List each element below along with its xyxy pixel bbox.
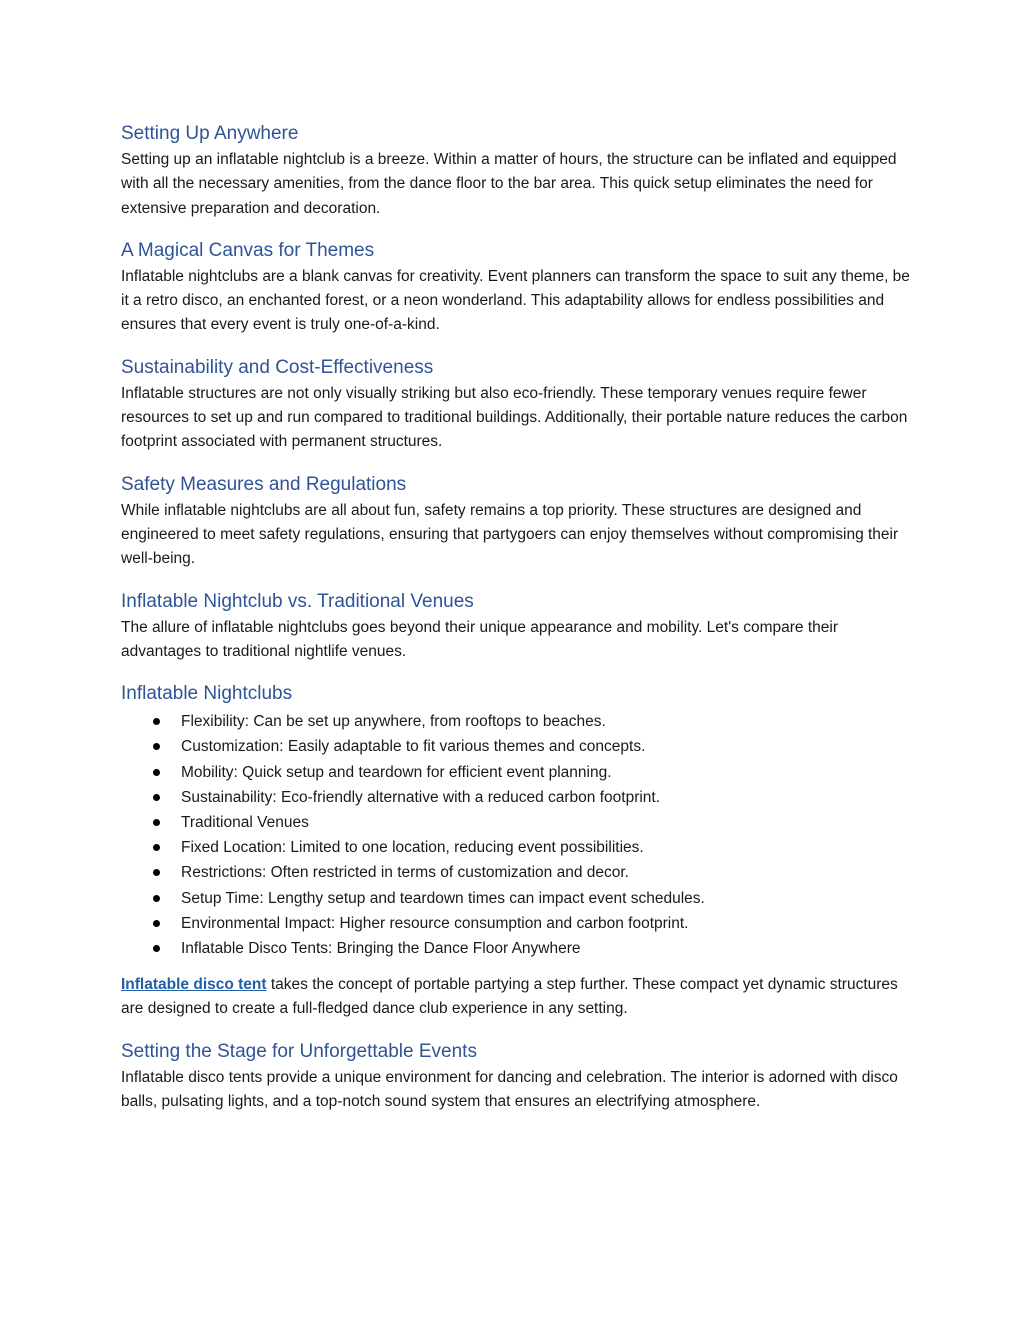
section-heading-setting-stage: Setting the Stage for Unforgettable Events (121, 1040, 477, 1062)
list-heading-inflatable-nightclubs: Inflatable Nightclubs (121, 683, 293, 705)
disco-tent-paragraph (121, 973, 911, 1022)
list-item (121, 860, 911, 885)
list-item-text: Restrictions: Often restricted in terms of customization and decor. (181, 864, 629, 882)
bullet-icon (153, 819, 160, 826)
list-item (121, 886, 911, 911)
list-item-text: Setup Time: Lengthy setup and teardown times can impact event schedules. (181, 889, 705, 907)
bullet-icon (153, 920, 160, 927)
section-body-comparison: The allure of inflatable nightclubs goes beyond their unique appearance and mobility. Let's compare their advantages to traditional nightlife venues. (121, 618, 838, 660)
list-item-text: Flexibility: Can be set up anywhere, from rooftops to beaches. (181, 713, 606, 731)
list-item (121, 709, 911, 734)
bullet-icon (153, 895, 160, 902)
section-heading-comparison: Inflatable Nightclub vs. Traditional Venues (121, 590, 474, 612)
section-body-magical-canvas: Inflatable nightclubs are a blank canvas for creativity. Event planners can transform the space to suit any theme, be it a retro disco, an enchanted forest, or a neon wonderland. This adaptability allows for endless possibilities and ensures that every event is truly one-of-a-kind. (121, 267, 910, 334)
list-item (121, 835, 911, 860)
section-body-safety: While inflatable nightclubs are all about fun, safety remains a top priority. These structures are designed and engineered to meet safety regulations, ensuring that partygoers can enjoy themselves without compromising their well-being. (121, 501, 899, 568)
list-item (121, 785, 911, 810)
list-item (121, 911, 911, 936)
bullet-icon (153, 718, 160, 725)
list-item-text: Mobility: Quick setup and teardown for efficient event planning. (181, 763, 612, 781)
section-body-setting-up: Setting up an inflatable nightclub is a breeze. Within a matter of hours, the structure can be inflated and equipped with all the necessary amenities, from the dance floor to the bar area. This quick setup eliminates the need for extensive preparation and decoration. (121, 151, 897, 217)
section-body-sustainability: Inflatable structures are not only visually striking but also eco-friendly. These temporary venues require fewer resources to set up and run compared to traditional buildings. Additionally, their portable nature reduces the carbon footprint associated with permanent structures. (121, 384, 908, 451)
list-item (121, 734, 911, 759)
disco-tent-paragraph-text: takes the concept of portable partying a step further. These compact yet dynamic structures are designed to create a full-fledged dance club experience in any setting. (121, 976, 898, 1018)
list-item (121, 936, 911, 961)
list-item (121, 760, 911, 785)
list-item-text: Customization: Easily adaptable to fit various themes and concepts. (181, 738, 646, 756)
bullet-icon (153, 769, 160, 776)
inflatable-disco-tent-link[interactable]: Inflatable disco tent (121, 976, 267, 994)
bullet-icon (153, 945, 160, 952)
bullet-icon (153, 869, 160, 876)
list-item-text: Environmental Impact: Higher resource consumption and carbon footprint. (181, 914, 689, 932)
bullet-icon (153, 844, 160, 851)
list-item (121, 810, 911, 835)
section-heading-magical-canvas: A Magical Canvas for Themes (121, 239, 375, 261)
document-page (121, 120, 911, 1130)
section-body-setting-stage: Inflatable disco tents provide a unique environment for dancing and celebration. The interior is adorned with disco balls, pulsating lights, and a top-notch sound system that ensures an electrifying atmosphere. (121, 1068, 898, 1111)
list-item-text: Inflatable Disco Tents: Bringing the Dance Floor Anywhere (181, 939, 581, 957)
list-item-text: Fixed Location: Limited to one location, reducing event possibilities. (181, 839, 644, 857)
section-heading-sustainability: Sustainability and Cost-Effectiveness (121, 356, 434, 378)
list-item-text: Sustainability: Eco-friendly alternative with a reduced carbon footprint. (181, 788, 661, 806)
comparison-bullet-list (121, 709, 911, 961)
bullet-icon (153, 743, 160, 750)
section-heading-safety: Safety Measures and Regulations (121, 473, 407, 495)
list-item-text: Traditional Venues (181, 813, 309, 831)
bullet-icon (153, 794, 160, 801)
section-heading-setting-up: Setting Up Anywhere (121, 123, 299, 144)
